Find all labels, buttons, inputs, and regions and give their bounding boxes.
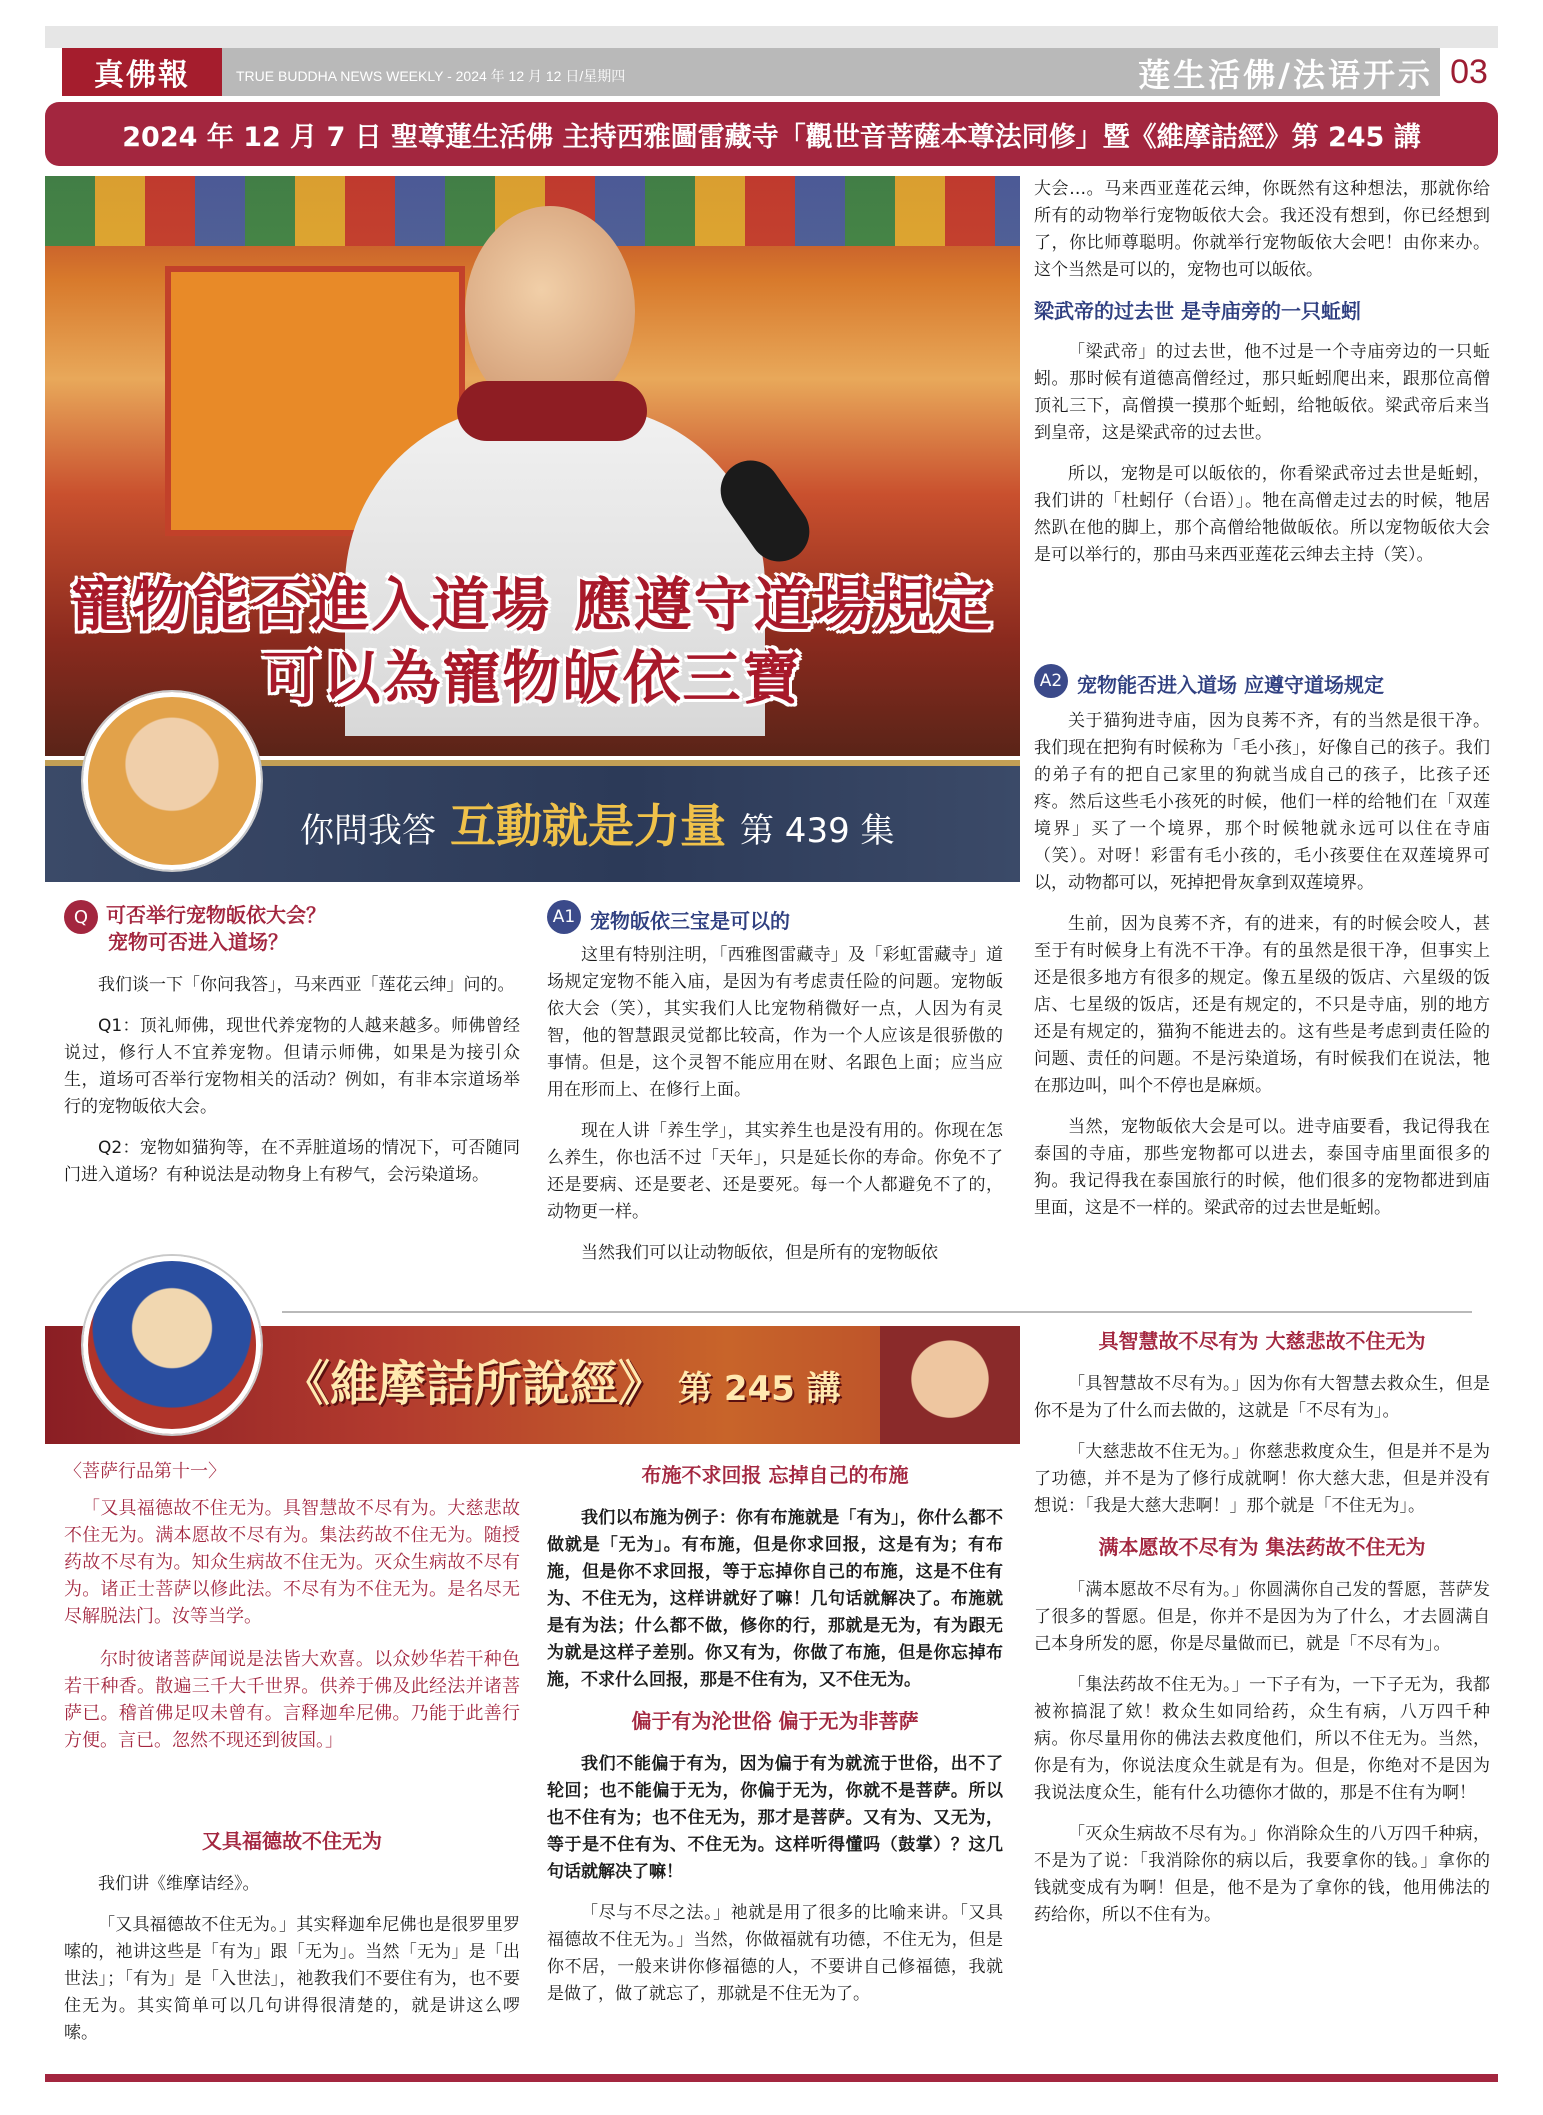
answer1-paragraph: 这里有特别注明，「西雅图雷藏寺」及「彩虹雷藏寺」道场规定宠物不能入庙，是因为有考虑责任险的问题。宠物皈依大会（笑），其实我们人比宠物稍微好一点，人因为有灵智，他的智慧跟灵觉都比较高，作为一个人应该是很骄傲的事情。但是，这个灵智不能应用在财、名跟色上面；应当应用在形而上、在修行上面。 [547,945,1003,1100]
answer1-paragraph: 现在人讲「养生学」，其实养生也是没有用的。你现在怎么养生，你也活不过「天年」，只是延长你的寿命。你免不了还是要病、还是要老、还是要死。每一个人都避免不了的，动物更一样。 [547,1121,1003,1222]
answer2-paragraph: 生前，因为良莠不齐，有的进来，有的时候会咬人，甚至于有时候身上有洗不干净。有的虽然是很干净，但事实上还是很多地方有很多的规定。像五星级的饭店、六星级的饭店、七星级的饭店，还是有规定的，不只是寺庙，别的地方还是有规定的，猫狗不能进去的。这有些是考虑到责任险的问题、责任的问题。不是污染道场，有时候我们在说法，牠在那边叫，叫个不停也是麻烦。 [1034,914,1490,1096]
sutra-banner-text [282,1345,841,1414]
column3-paragraph: 所以，宠物是可以皈依的，你看梁武帝过去世是蚯蚓，我们讲的「杜蚓仔（台语）」。牠在高僧走过去的时候，牠居然趴在他的脚上，那个高僧给牠做皈依。所以宠物皈依大会是可以举行的，那由马来西亚莲花云绅去主持（笑）。 [1034,464,1490,565]
answer1-paragraph: 当然我们可以让动物皈依，但是所有的宠物皈依 [581,1243,938,1263]
column3-paragraph: 「梁武帝」的过去世，他不过是一个寺庙旁边的一只蚯蚓。那时候有道德高僧经过，那只蚯蚓爬出来，跟那位高僧顶礼三下，高僧摸一摸那个蚯蚓，给牠皈依。梁武帝后来当到皇帝，这是梁武帝的过去世。 [1034,342,1490,443]
question-title-line1: 可否举行宠物皈依大会？ [106,903,326,927]
sutra-avatar [83,1256,261,1434]
sutra-banner-portrait [880,1326,1020,1444]
column3-subhead: 梁武帝的过去世 是寺庙旁的一只蚯蚓 [1034,299,1361,323]
sutra-col2-paragraph: 我们不能偏于有为，因为偏于有为就流于世俗，出不了轮回；也不能偏于无为，你偏于无为，你就不是菩萨。所以也不住有为；也不住无为，那才是菩萨。又有为、又无为，等于是不住有为、不住无为。这样听得懂吗（鼓掌）？这几句话就解决了嘛！ [547,1754,1003,1882]
hero-title-line1: 寵物能否進入道場 應遵守道場規定 [71,571,994,639]
hero-scarf [457,381,647,441]
qa-banner-highlight: 互動就是力量 [450,799,726,853]
answer2-title: 宠物能否进入道场 应遵守道场规定 [1077,673,1384,697]
sutra-col2-paragraph: 我们以布施为例子：你有布施就是「有为」，你什么都不做就是「无为」。有布施，但是你求回报，这是有为；有布施，但是你不求回报，等于忘掉你自己的布施，这是不住有为、不住无为，这样讲就好了嘛！几句话就解决了。布施就是有为法；什么都不做，修你的行，那就是无为，有为跟无为就是这样子差别。你又有为，你做了布施，但是你忘掉布施，不求什么回报，那是不住有为，又不住无为。 [547,1508,1003,1690]
headline-bar [45,102,1498,166]
section-divider [282,1311,1472,1313]
sutra-col3-paragraph: 「大慈悲故不住无为。」你慈悲救度众生，但是并不是为了功德，并不是为了修行成就啊！你大慈大悲，但是并没有想说：「我是大慈大悲啊！」那个就是「不住无为」。 [1034,1442,1490,1516]
sutra-title: 《維摩詰所說經》 [282,1356,667,1412]
scripture-paragraph: 尔时彼诸菩萨闻说是法皆大欢喜。以众妙华若干种色若干种香。散遍三千大千世界。供养于佛及此经法并诸菩萨已。稽首佛足叹未曾有。言释迦牟尼佛。乃能于此善行方便。言已。忽然不现还到彼国。」 [64,1649,520,1751]
sutra-col1-paragraph: 「又具福德故不住无为。」其实释迦牟尼佛也是很罗里罗嗦的，祂讲这些是「有为」跟「无为」。当然「无为」是「出世法」；「有为」是「入世法」，祂教我们不要住有为，也不要住无为。其实简单可以几句讲得很清楚的，就是讲这么啰嗦。 [64,1915,520,2043]
qa-banner-episode: 第 439 集 [740,811,895,851]
qa-avatar [83,692,261,870]
headline-text: 2024 年 12 月 7 日 聖尊蓮生活佛 主持西雅圖雷藏寺「觀世音菩薩本尊法同修」暨《維摩詰經》第 245 講 [122,121,1421,153]
answer2-paragraph: 当然，宠物皈依大会是可以。进寺庙要看，我记得我在泰国的寺庙，那些宠物都可以进去，泰国寺庙里面很多的狗。我记得我在泰国旅行的时候，他们很多的宠物都进到庙里面，这是不一样的。梁武帝的过去世是蚯蚓。 [1034,1117,1490,1218]
sutra-col1-paragraph: 我们讲《维摩诘经》。 [98,1874,260,1894]
sutra-column3 [1034,1322,1490,1943]
page-top-strip [45,26,1498,48]
paper-date-line: TRUE BUDDHA NEWS WEEKLY - 2024 年 12 月 12 日/星期四 [236,68,626,84]
question-paragraph: Q2：宠物如猫狗等，在不弄脏道场的情况下，可否随同门进入道场？有种说法是动物身上有秽气，会污染道场。 [64,1138,520,1185]
answer2-column [1034,708,1490,1236]
sutra-col1-subhead: 又具福德故不住无为 [202,1829,382,1853]
hero-title-line2: 可以為寵物皈依三寶 [262,644,803,712]
hero-photo [45,176,1020,756]
question-paragraph: Q1：顶礼师佛，现世代养宠物的人越来越多。师佛曾经说过，修行人不宜养宠物。但请示师佛，如果是为接引众生，道场可否举行宠物相关的活动？例如，有非本宗道场举行的宠物皈依大会。 [64,1016,520,1117]
answer1-column [547,942,1003,1281]
column3-lead: 大会…。马来西亚莲花云绅，你既然有这种想法，那就你给所有的动物举行宠物皈依大会。我还没有想到，你已经想到了，你比师尊聪明。你就举行宠物皈依大会吧！由你来办。这个当然是可以的，宠物也可以皈依。 [1034,179,1490,280]
column3-top [1034,176,1490,583]
sutra-col3-paragraph: 「具智慧故不尽有为。」因为你有大智慧去救众生，但是你不是为了什么而去做的，这就是「不尽有为」。 [1034,1374,1490,1421]
question-badge: Q [64,900,98,934]
sutra-lecture-number: 第 245 講 [678,1369,841,1409]
sutra-col3-paragraph: 「集法药故不住无为。」一下子有为，一下子无为，我都被祢搞混了欸！救众生如同给药，众生有病，八万四千种病。你尽量用你的佛法去救度他们，所以不住无为。当然，你是有为，你说法度众生就是有为。但是，你绝对不是因为我说法度众生，能有什么功德你才做的，那是不住有为啊！ [1034,1675,1490,1803]
sutra-col2-paragraph: 「尽与不尽之法。」祂就是用了很多的比喻来讲。「又具福德故不住无为。」当然，你做福就有功德，不住无为，但是你不居，一般来讲你修福德的人，不要讲自己修福德，我就是做了，做了就忘了，那就是不住无为了。 [547,1903,1003,2004]
answer2-badge: A2 [1034,664,1068,698]
question-title [106,902,326,956]
answer2-paragraph: 关于猫狗进寺庙，因为良莠不齐，有的当然是很干净。我们现在把狗有时候称为「毛小孩」，好像自己的孩子。我们的弟子有的把自己家里的狗就当成自己的孩子，比孩子还疼。然后这些毛小孩死的时候，他们一样的给牠们在「双莲境界」买了一个境界，那个时候牠就永远可以住在寺庙（笑）。对呀！彩雷有毛小孩的，毛小孩要住在双莲境界可以，动物都可以，死掉把骨灰拿到双莲境界。 [1034,711,1490,893]
scripture-block [64,1458,520,1770]
qa-banner-prefix: 你問我答 [300,811,436,851]
sutra-col2-subhead: 布施不求回报 忘掉自己的布施 [641,1463,909,1487]
sutra-col3-subhead: 具智慧故不尽有为 大慈悲故不住无为 [1098,1329,1426,1353]
question-paragraph: 我们谈一下「你问我答」，马来西亚「莲花云绅」问的。 [98,975,515,995]
sutra-column1 [64,1822,520,2061]
sutra-col3-paragraph: 「满本愿故不尽有为。」你圆满你自己发的誓愿，菩萨发了很多的誓愿。但是，你并不是因为为了什么，才去圆满自己本身所发的愿，你是尽量做而已，就是「不尽有为」。 [1034,1580,1490,1654]
answer1-badge: A1 [547,900,581,934]
question-column [64,972,520,1203]
sutra-col3-paragraph: 「灭众生病故不尽有为。」你消除众生的八万四千种病，不是为了说：「我消除你的病以后，我要拿你的钱。」拿你的钱就变成有为啊！但是，他不是为了拿你的钱，他用佛法的药给你，所以不住有为。 [1034,1824,1490,1925]
newspaper-logo: 真佛報 [62,48,222,96]
footer-bar [45,2074,1498,2082]
sutra-column2 [547,1456,1003,2022]
sutra-col2-subhead: 偏于有为沦世俗 偏于无为非菩萨 [631,1709,919,1733]
sutra-col3-subhead: 满本愿故不尽有为 集法药故不住无为 [1098,1535,1426,1559]
page-number: 03 [1440,48,1498,96]
section-title: 莲生活佛/法语开示 [1138,56,1433,94]
qa-banner-text [300,790,895,856]
scripture-chapter: 〈菩萨行品第十一〉 [64,1461,226,1482]
answer1-title: 宠物皈依三宝是可以的 [590,909,790,933]
question-title-line2: 宠物可否进入道场？ [108,930,288,954]
scripture-paragraph: 「又具福德故不住无为。具智慧故不尽有为。大慈悲故不住无为。满本愿故不尽有为。集法药故不住无为。随授药故不尽有为。知众生病故不住无为。灭众生病故不尽有为。诸正士菩萨以修此法。不尽有为不住无为。是名尽无尽解脱法门。汝等当学。 [64,1498,520,1627]
